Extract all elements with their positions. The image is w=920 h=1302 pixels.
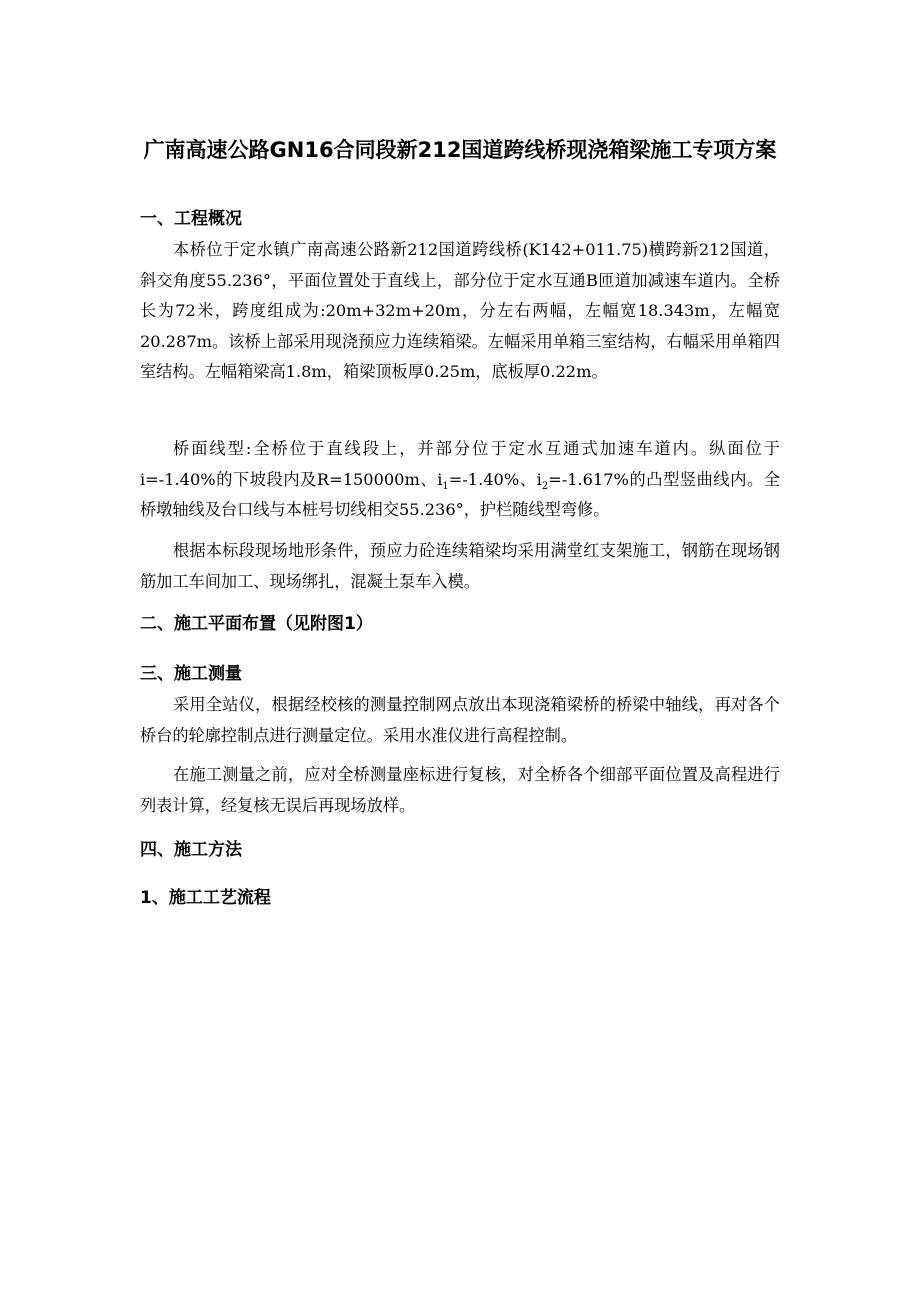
paragraph-survey-2: 在施工测量之前，应对全桥测量座标进行复核，对全桥各个细部平面位置及高程进行列表计算，经复核无误后再现场放样。 <box>140 765 780 815</box>
document-title: 广南高速公路GN16合同段新212国道跨线桥现浇箱梁施工专项方案 <box>143 138 777 162</box>
paragraph-overview-3: 根据本标段现场地形条件，预应力砼连续箱梁均采用满堂红支架施工，钢筋在现场钢筋加工车间加工、现场绑扎，混凝土泵车入模。 <box>140 541 780 591</box>
paragraph-survey-1: 采用全站仪，根据经校核的测量控制网点放出本现浇箱梁桥的桥梁中轴线，再对各个桥台的轮廓控制点进行测量定位。采用水准仪进行高程控制。 <box>140 695 780 745</box>
section-heading-process-flow: 1、施工工艺流程 <box>140 888 271 908</box>
paragraph-overview-2-part-a: 桥面线型:全桥位于直线段上，并部分位于定水互通式加速车道内。纵面位于i=-1.40%的下坡段内及R=150000m、i <box>140 439 780 489</box>
paragraph-overview-1: 本桥位于定水镇广南高速公路新212国道跨线桥(K142+011.75)横跨新212国道，斜交角度55.236°，平面位置处于直线上，部分位于定水互通B匝道加减速车道内。全桥长为72米，跨度组成为:20m+32m+20m，分左右两幅，左幅宽18.343m，左幅宽20.287m。该桥上部采用现浇预应力连续箱梁。左幅采用单箱三室结构，右幅采用单箱四室结构。左幅箱梁高1.8m，箱梁顶板厚0.25m，底板厚0.22m。 <box>140 240 780 382</box>
paragraph-overview-2-part-b: =-1.40%、i <box>448 469 542 489</box>
subscript-2: 2 <box>541 480 549 492</box>
section-heading-overview: 一、工程概况 <box>140 209 242 229</box>
section-heading-method: 四、施工方法 <box>140 840 242 860</box>
subscript-1: 1 <box>442 480 449 492</box>
paragraph-overview-2 <box>140 434 780 526</box>
paragraph-overview-2-part-c: =-1.617%的凸型竖曲线内。全桥墩轴线及台口线与本桩号切线相交55.236°，护栏随线型弯修。 <box>140 469 780 520</box>
section-heading-survey: 三、施工测量 <box>140 664 242 684</box>
section-heading-layout: 二、施工平面布置（见附图1） <box>140 614 373 634</box>
